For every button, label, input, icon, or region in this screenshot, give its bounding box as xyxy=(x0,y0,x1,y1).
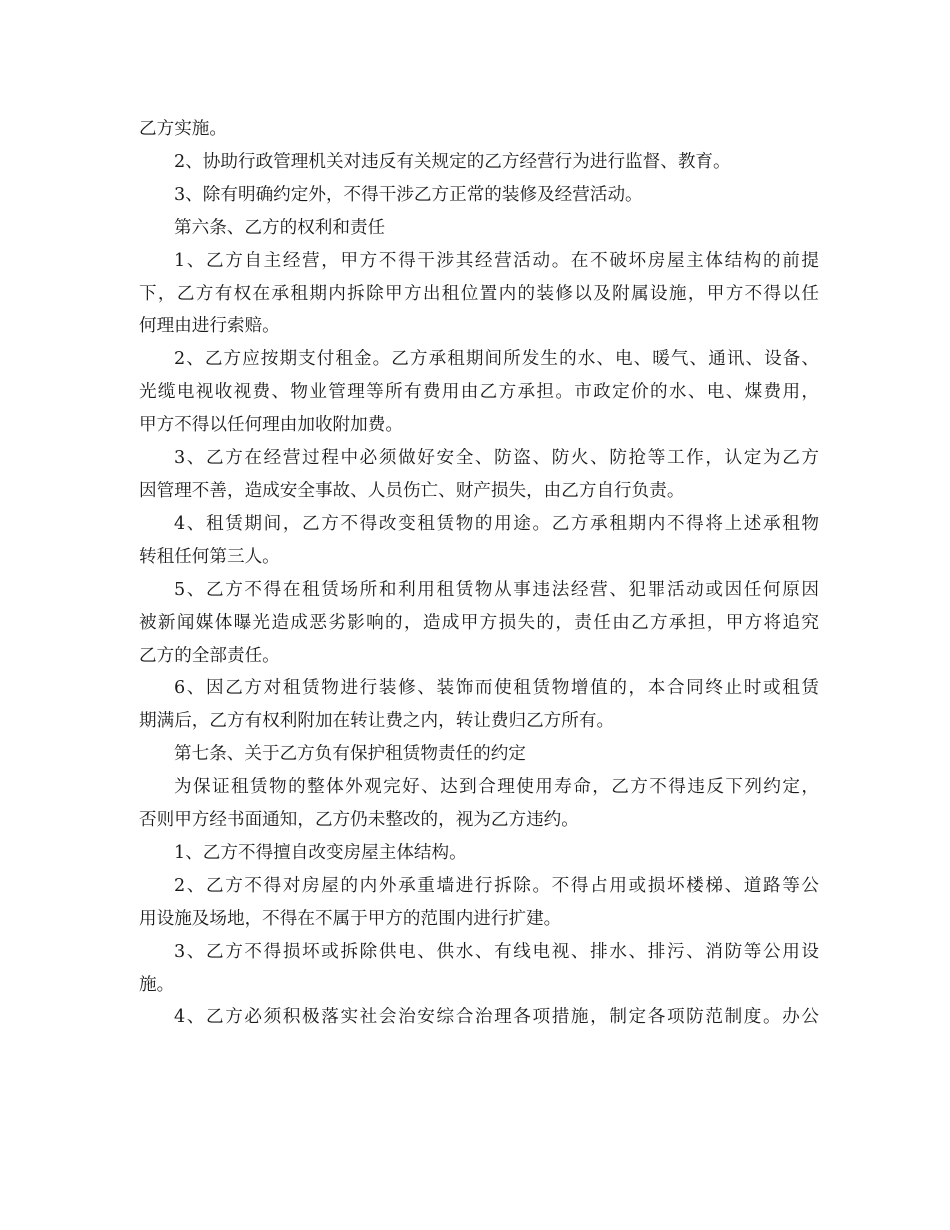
text-line: 第六条、乙方的权利和责任 xyxy=(174,217,386,238)
paragraph xyxy=(139,343,819,442)
text-line: 下，乙方有权在承租期内拆除甲方出租位置内的装修以及附属设施，甲方不得以任 xyxy=(139,283,819,304)
text-line: 光缆电视收视费、物业管理等所有费用由乙方承担。市政定价的水、电、煤费用， xyxy=(139,382,819,403)
text-line: 用设施及场地，不得在不属于甲方的范围内进行扩建。 xyxy=(139,908,562,929)
text-line: 甲方不得以任何理由加收附加费。 xyxy=(139,415,403,436)
paragraph xyxy=(139,837,819,870)
paragraph xyxy=(139,672,819,738)
text-line: 施。 xyxy=(139,974,175,995)
text-line: 被新闻媒体曝光造成恶劣影响的，造成甲方损失的，责任由乙方承担，甲方将追究 xyxy=(139,612,819,633)
text-line: 3、乙方在经营过程中必须做好安全、防盗、防火、防抢等工作，认定为乙方 xyxy=(174,448,819,469)
paragraph xyxy=(139,113,819,146)
text-line: 2、协助行政管理机关对违反有关规定的乙方经营行为进行监督、教育。 xyxy=(174,151,731,172)
document-body xyxy=(139,113,819,1034)
text-line: 第七条、关于乙方负有保护租赁物责任的约定 xyxy=(174,744,526,765)
paragraph xyxy=(139,1001,819,1034)
text-line: 因管理不善，造成安全事故、人员伤亡、财产损失，由乙方自行负责。 xyxy=(139,480,685,501)
text-line: 2、乙方应按期支付租金。乙方承租期间所发生的水、电、暖气、通讯、设备、 xyxy=(174,349,819,370)
paragraph xyxy=(139,442,819,508)
paragraph xyxy=(139,936,819,1002)
text-line: 否则甲方经书面通知，乙方仍未整改的，视为乙方违约。 xyxy=(139,810,579,831)
text-line: 乙方的全部责任。 xyxy=(139,645,280,666)
text-line: 4、乙方必须积极落实社会治安综合治理各项措施，制定各项防范制度。办公 xyxy=(174,1007,819,1028)
text-line: 转租任何第三人。 xyxy=(139,546,280,567)
text-line: 1、乙方自主经营，甲方不得干涉其经营活动。在不破坏房屋主体结构的前提 xyxy=(174,250,819,271)
paragraph xyxy=(139,212,819,245)
text-line: 3、除有明确约定外，不得干涉乙方正常的装修及经营活动。 xyxy=(174,184,643,205)
paragraph xyxy=(139,771,819,837)
text-line: 乙方实施。 xyxy=(139,119,227,139)
text-line: 2、乙方不得对房屋的内外承重墙进行拆除。不得占用或损坏楼梯、道路等公 xyxy=(174,875,819,896)
paragraph xyxy=(139,146,819,179)
paragraph xyxy=(139,574,819,673)
paragraph xyxy=(139,179,819,212)
text-line: 1、乙方不得擅自改变房屋主体结构。 xyxy=(174,842,467,863)
text-line: 4、租赁期间，乙方不得改变租赁物的用途。乙方承租期内不得将上述承租物 xyxy=(174,513,819,534)
text-line: 何理由进行索赔。 xyxy=(139,316,280,337)
paragraph xyxy=(139,870,819,936)
paragraph xyxy=(139,245,819,344)
text-line: 期满后，乙方有权利附加在转让费之内，转让费归乙方所有。 xyxy=(139,711,615,732)
text-line: 6、因乙方对租赁物进行装修、装饰而使租赁物增值的，本合同终止时或租赁 xyxy=(174,678,819,699)
text-line: 5、乙方不得在租赁场所和利用租赁物从事违法经营、犯罪活动或因任何原因 xyxy=(174,579,819,600)
paragraph xyxy=(139,738,819,771)
paragraph xyxy=(139,508,819,574)
text-line: 为保证租赁物的整体外观完好、达到合理使用寿命，乙方不得违反下列约定， xyxy=(174,777,819,798)
text-line: 3、乙方不得损坏或拆除供电、供水、有线电视、排水、排污、消防等公用设 xyxy=(174,941,819,962)
